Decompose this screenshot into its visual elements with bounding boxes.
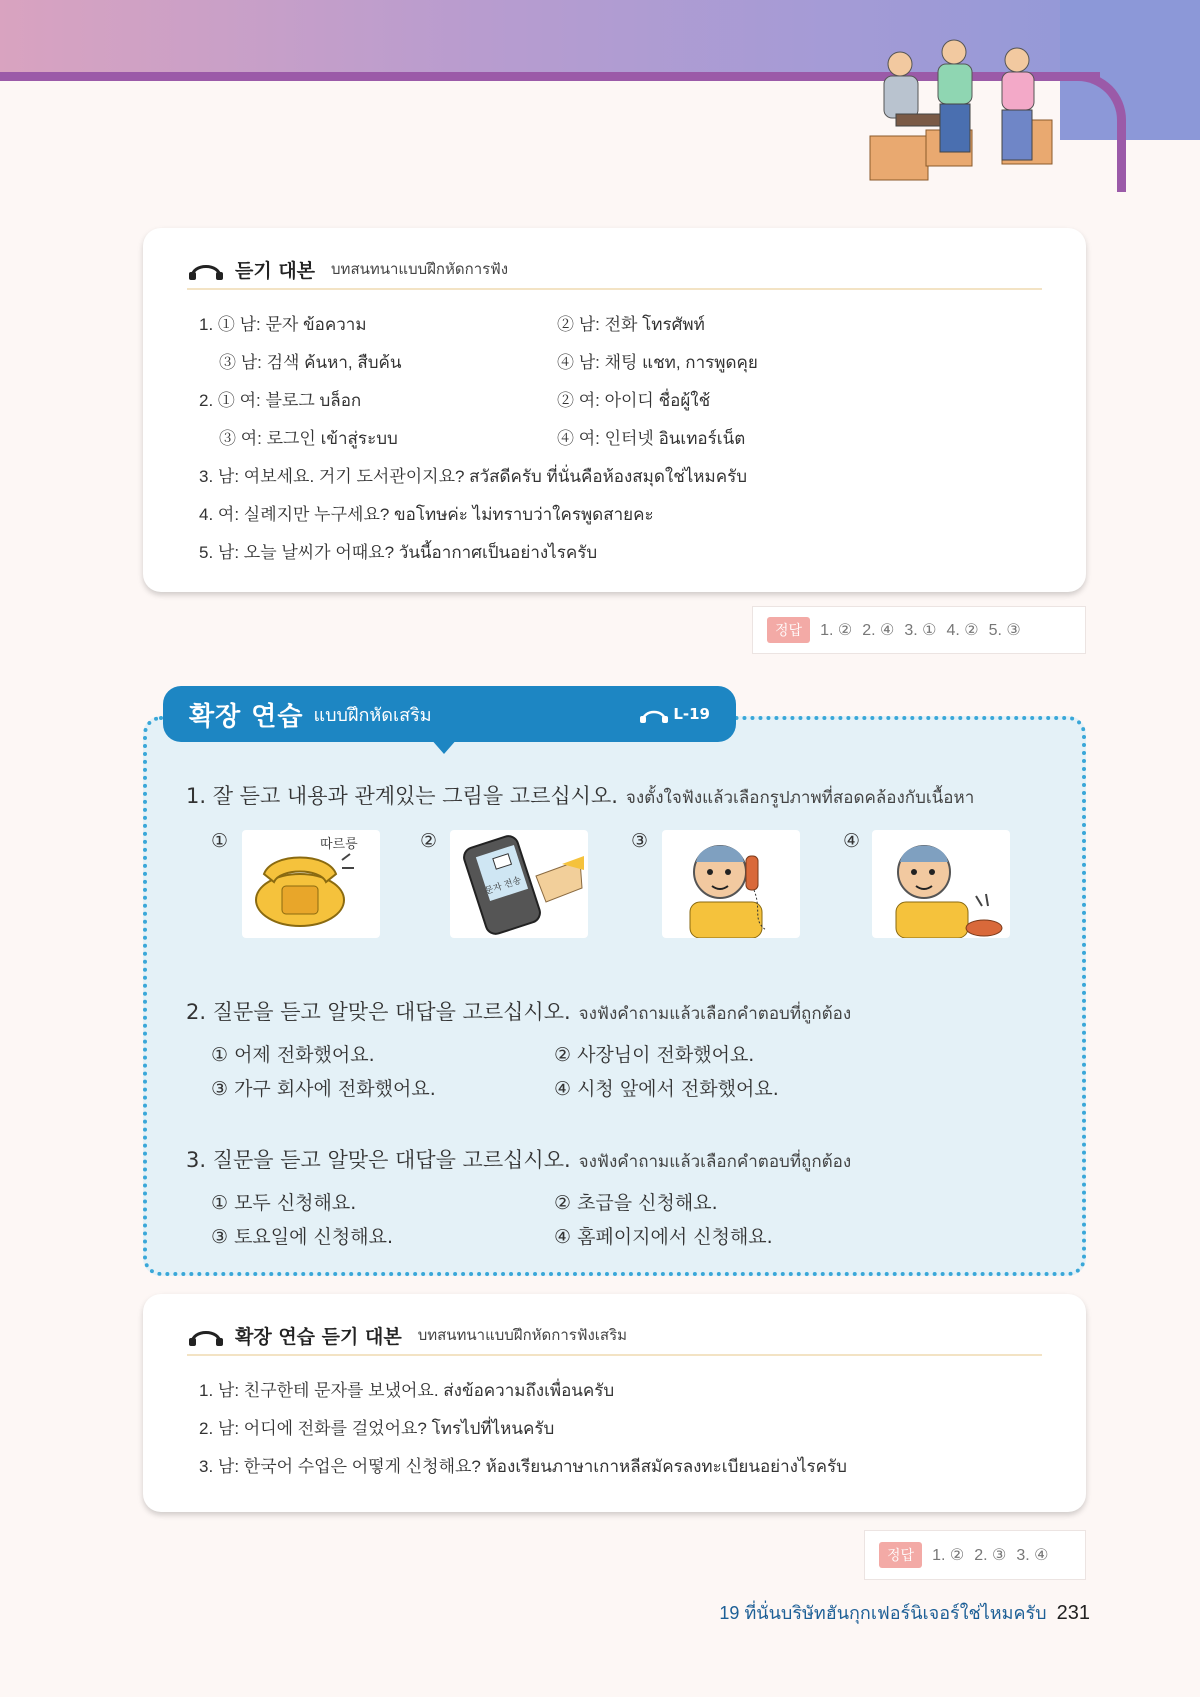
question-2 <box>186 996 851 1027</box>
tab-pointer <box>430 738 458 754</box>
extended-practice-title: 확장 연습 <box>189 701 304 732</box>
answer-item: 3. ① <box>904 622 937 639</box>
listening-script-header <box>187 250 1042 290</box>
phone-sound-text: 따르릉 <box>320 837 358 852</box>
extended-practice-tab <box>163 686 736 742</box>
script-row: 2. 남: 어디에 전화를 걸었어요? โทรไปที่ไหนครับ <box>199 1419 555 1438</box>
listening-script-title: 듣기 대본 <box>235 259 316 282</box>
answer-option[interactable]: ① 모두 신청해요. <box>211 1192 357 1214</box>
texting-phone-image <box>450 830 588 938</box>
script-row: 5. 남: 오늘 날씨가 어때요? วันนี้อากาศเป็นอย่างไรครับ <box>199 543 598 562</box>
question-1-ko: 1. 잘 듣고 내용과 관계있는 그림을 고르십시오. <box>186 784 618 808</box>
question-3-ko: 3. 질문을 듣고 알맞은 대답을 고르십시오. <box>186 1148 571 1172</box>
answer-option[interactable]: ① 어제 전화했어요. <box>211 1044 375 1066</box>
picture-number: ④ <box>843 830 861 852</box>
picture-texting-phone[interactable] <box>450 830 588 938</box>
picture-number: ① <box>211 830 229 852</box>
extended-practice-subtitle: แบบฝึกหัดเสริม <box>313 704 432 725</box>
script-row: 1. 남: 친구한테 문자를 보냈어요. ส่งข้อความถึงเพื่อนครับ <box>199 1381 615 1400</box>
answer-option[interactable]: ③ 토요일에 신청해요. <box>211 1226 393 1248</box>
answer-option[interactable]: ② 사장님이 전화했어요. <box>554 1044 755 1066</box>
script-row: 3. 남: 한국어 수업은 어떻게 신청해요? ห้องเรียนภาษาเกาหลีสมัครลงทะเบียนอย่างไรครับ <box>199 1457 847 1476</box>
question-1 <box>186 780 974 811</box>
listening-script-card <box>143 228 1086 592</box>
answer-item: 5. ③ <box>988 622 1021 639</box>
picture-man-on-phone[interactable] <box>662 830 800 938</box>
picture-man-hanging-up[interactable] <box>872 830 1010 938</box>
answer-item: 2. ③ <box>974 1547 1007 1564</box>
question-1-th: จงตั้งใจฟังแล้วเลือกรูปภาพที่สอดคล้องกับเนื้อหา <box>625 788 975 807</box>
answer-item: 3. ④ <box>1016 1547 1049 1564</box>
extended-script-header <box>187 1316 1042 1356</box>
question-2-ko: 2. 질문을 듣고 알맞은 대답을 고르십시오. <box>186 1000 571 1024</box>
header-rule-curve <box>1060 72 1126 192</box>
script-row: ④ 여: 인터넷 อินเทอร์เน็ต <box>557 429 746 448</box>
man-hanging-up-image <box>872 830 1010 938</box>
script-row: 3. 남: 여보세요. 거기 도서관이지요? สวัสดีครับ ที่นั่นคือห้องสมุดใช่ไหมครับ <box>199 467 747 486</box>
answer-key-2 <box>864 1530 1086 1580</box>
script-row: 1. ① 남: 문자 ข้อความ <box>199 315 367 334</box>
answer-option[interactable]: ② 초급을 신청해요. <box>554 1192 718 1214</box>
script-row: 4. 여: 실례지만 누구세요? ขอโทษค่ะ ไม่ทราบว่าใครพูดสายคะ <box>199 505 654 524</box>
script-row: ② 남: 전화 โทรศัพท์ <box>557 315 705 334</box>
question-2-th: จงฟังคำถามแล้วเลือกคำตอบที่ถูกต้อง <box>578 1004 852 1023</box>
question-3-th: จงฟังคำถามแล้วเลือกคำตอบที่ถูกต้อง <box>578 1152 852 1171</box>
script-row: ③ 여: 로그인 เข้าสู่ระบบ <box>219 429 398 448</box>
answer-key-1 <box>752 606 1086 654</box>
answer-option[interactable]: ③ 가구 회사에 전화했어요. <box>211 1078 436 1100</box>
picture-number: ③ <box>631 830 649 852</box>
phone-screen-text: 문자 전송 <box>483 875 523 897</box>
extended-script-subtitle: บทสนทนาแบบฝึกหัดการฟังเสริม <box>417 1327 628 1344</box>
answer-option[interactable]: ④ 홈페이지에서 신청해요. <box>554 1226 773 1248</box>
answer-item: 4. ② <box>946 622 979 639</box>
people-chatting-illustration <box>862 34 1062 186</box>
answer-option[interactable]: ④ 시청 앞에서 전화했어요. <box>554 1078 779 1100</box>
man-on-phone-image <box>662 830 800 938</box>
script-row: 2. ① 여: 블로그 บล็อก <box>199 391 362 410</box>
script-row: ③ 남: 검색 ค้นหา, สืบค้น <box>219 353 402 372</box>
audio-track-label: L-19 <box>673 705 710 723</box>
answer-item: 2. ④ <box>862 622 895 639</box>
page-number: 231 <box>1056 1602 1090 1624</box>
answer-item: 1. ② <box>932 1547 965 1564</box>
picture-ringing-phone[interactable] <box>242 830 380 938</box>
extended-script-card <box>143 1294 1086 1512</box>
page-footer <box>719 1598 1090 1627</box>
ringing-phone-image <box>242 830 380 938</box>
headphones-icon <box>187 1323 225 1347</box>
question-3 <box>186 1144 851 1175</box>
extended-script-title: 확장 연습 듣기 대본 <box>235 1325 402 1348</box>
chapter-title: 19 ที่นั่นบริษัทฮันกุกเฟอร์นิเจอร์ใช่ไหมครับ <box>719 1603 1047 1623</box>
answer-tag: 정답 <box>767 617 810 643</box>
headphones-icon <box>187 257 225 281</box>
audio-track[interactable] <box>639 704 710 724</box>
answer-item: 1. ② <box>820 622 853 639</box>
headphones-icon <box>639 704 669 724</box>
script-row: ④ 남: 채팅 แชท, การพูดคุย <box>557 353 758 372</box>
answer-tag: 정답 <box>879 1542 922 1568</box>
picture-number: ② <box>420 830 438 852</box>
listening-script-subtitle: บทสนทนาแบบฝึกหัดการฟัง <box>331 261 509 278</box>
script-row: ② 여: 아이디 ชื่อผู้ใช้ <box>557 391 711 410</box>
